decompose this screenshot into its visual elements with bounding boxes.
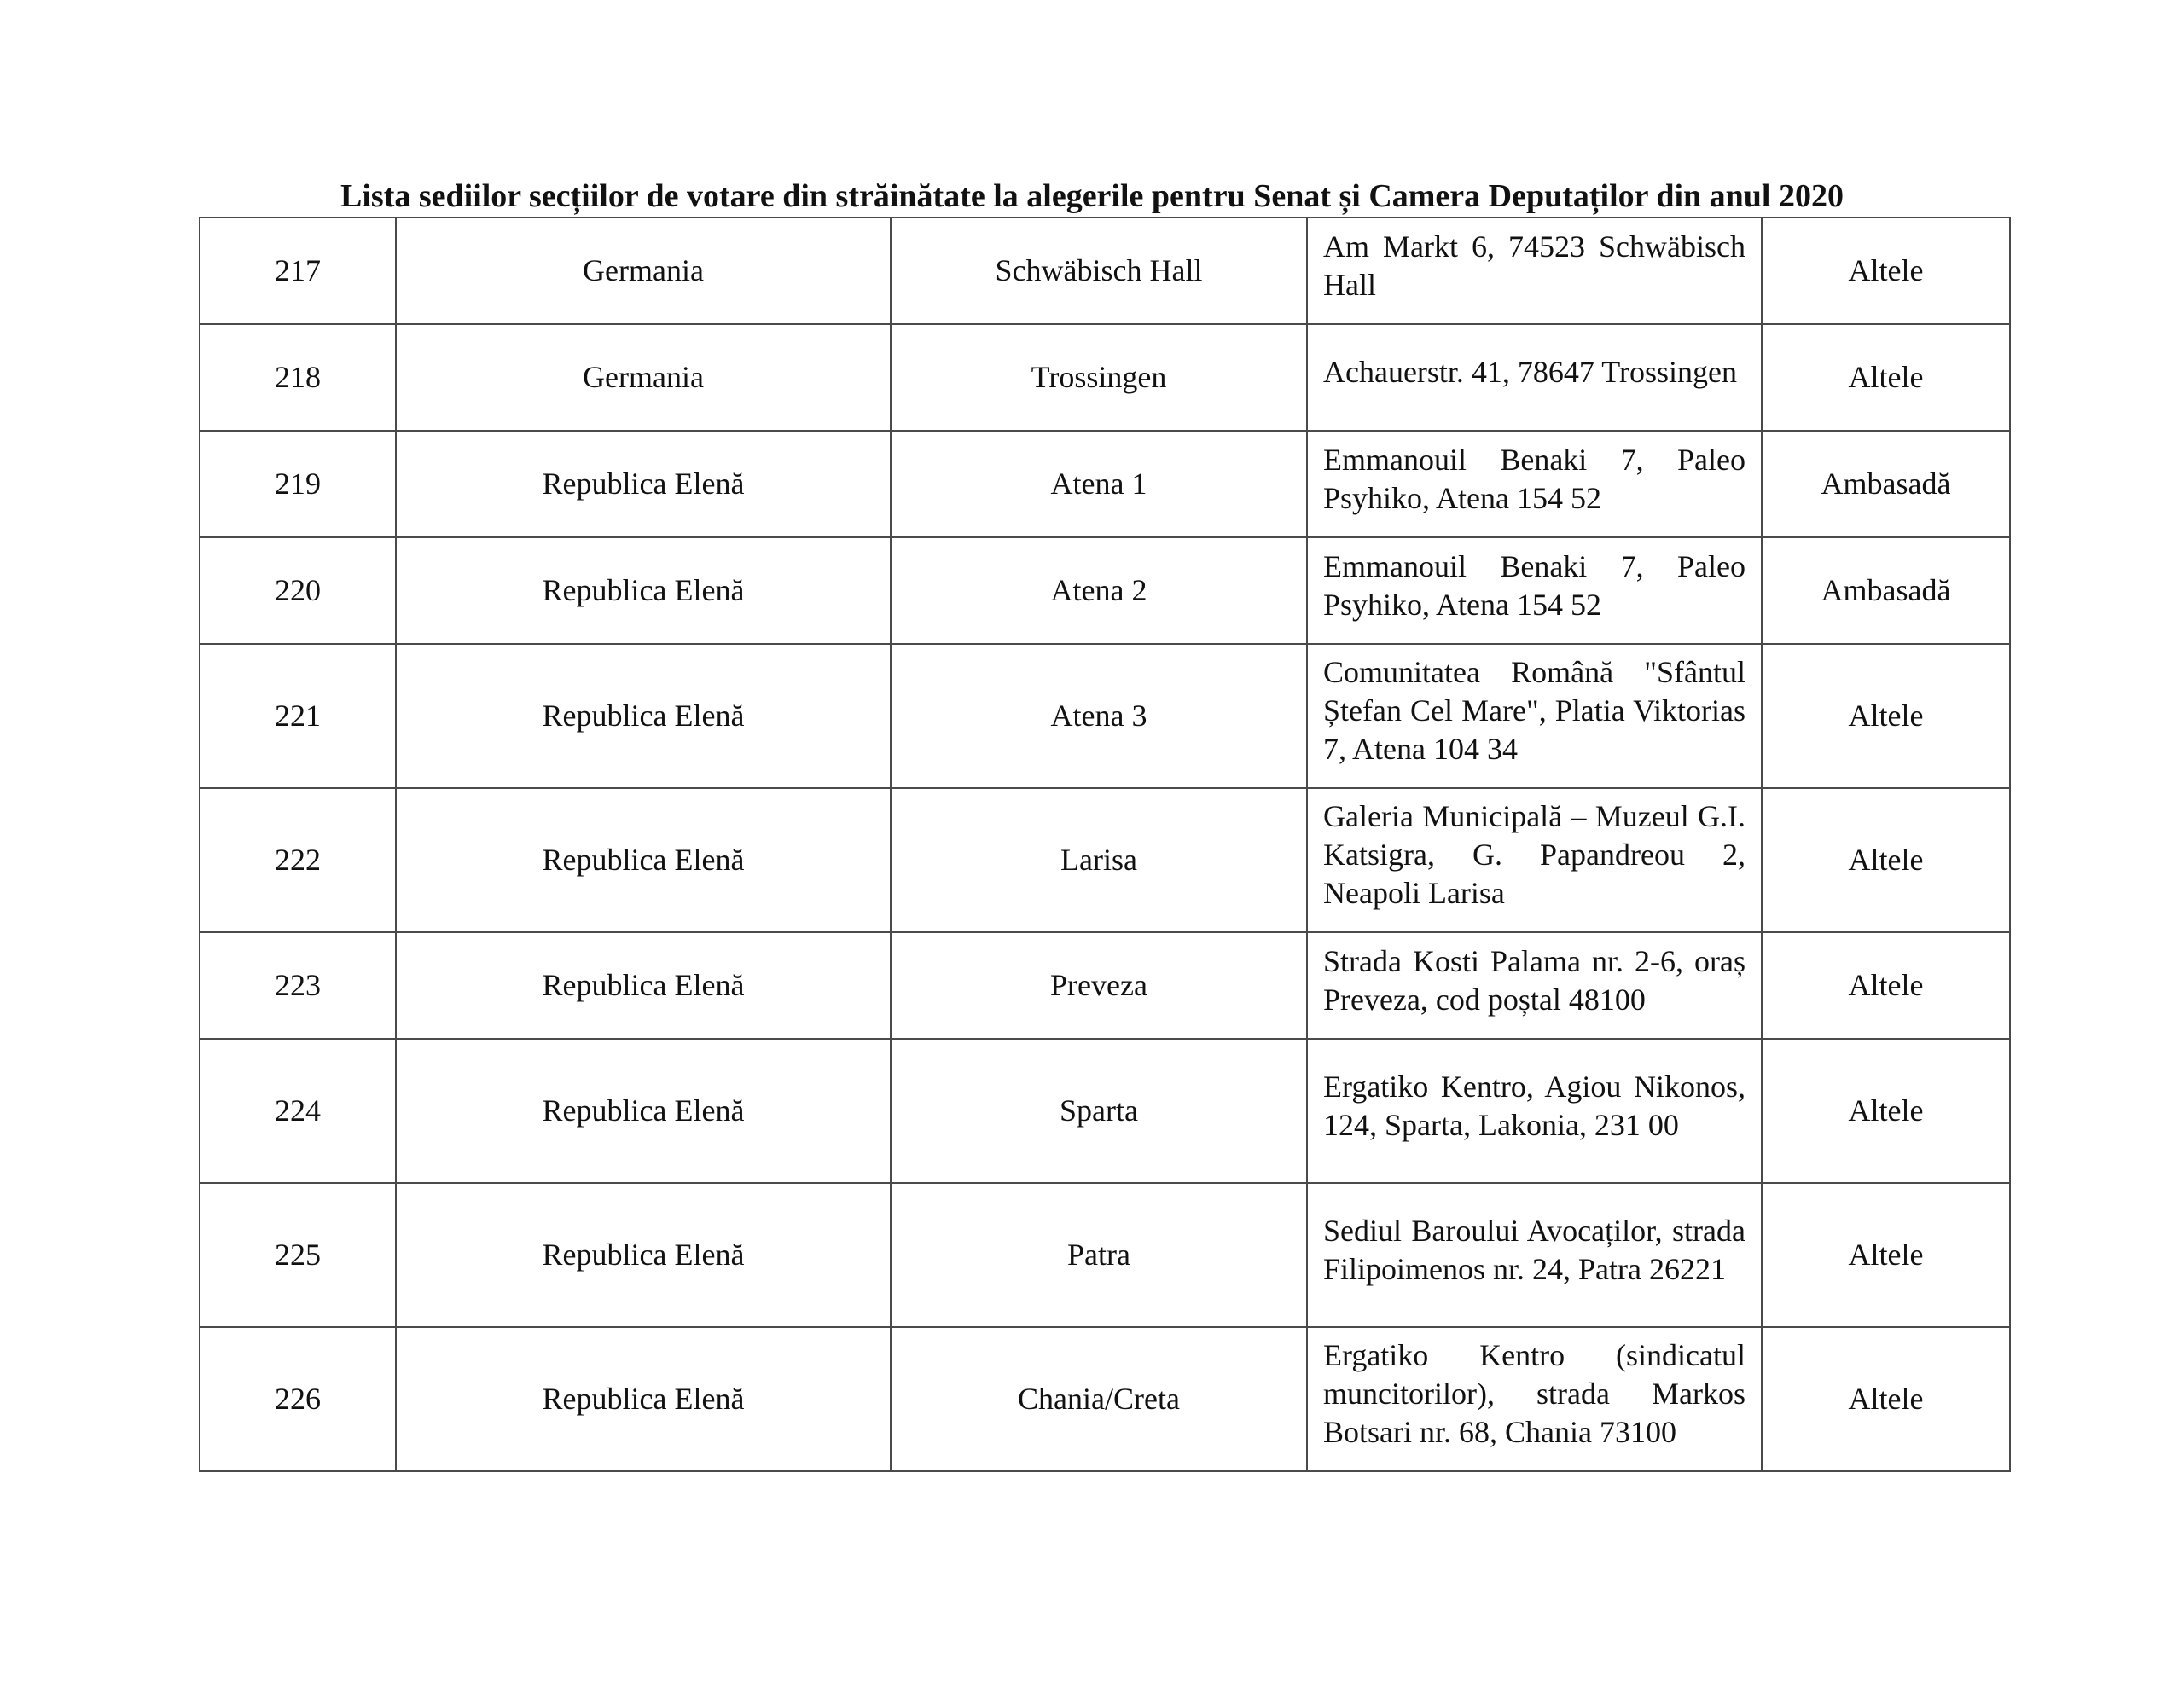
table-row	[200, 932, 2010, 1039]
type-cell: Altele	[1762, 644, 2010, 788]
table-row	[200, 644, 2010, 788]
type-cell: Altele	[1762, 1327, 2010, 1471]
type-cell: Ambasadă	[1762, 431, 2010, 537]
type-cell: Altele	[1762, 1039, 2010, 1183]
table-row	[200, 217, 2010, 324]
address-cell: Emmanouil Benaki 7, Paleo Psyhiko, Atena 154 52	[1307, 537, 1762, 644]
address-cell: Am Markt 6, 74523 Schwäbisch Hall	[1307, 217, 1762, 324]
address-cell: Emmanouil Benaki 7, Paleo Psyhiko, Atena 154 52	[1307, 431, 1762, 537]
table-row	[200, 431, 2010, 537]
table-row	[200, 324, 2010, 431]
country-cell: Republica Elenă	[396, 1183, 891, 1327]
country-cell: Germania	[396, 324, 891, 431]
table-row	[200, 1327, 2010, 1471]
station-number: 224	[200, 1039, 396, 1183]
station-number: 218	[200, 324, 396, 431]
table-row	[200, 788, 2010, 932]
country-cell: Republica Elenă	[396, 431, 891, 537]
table-row	[200, 1183, 2010, 1327]
station-number: 225	[200, 1183, 396, 1327]
table-row	[200, 1039, 2010, 1183]
country-cell: Republica Elenă	[396, 1327, 891, 1471]
country-cell: Republica Elenă	[396, 788, 891, 932]
address-cell: Galeria Municipală – Muzeul G.I. Katsigra, G. Papandreou 2, Neapoli Larisa	[1307, 788, 1762, 932]
station-number: 219	[200, 431, 396, 537]
locality-cell: Schwäbisch Hall	[891, 217, 1307, 324]
type-cell: Altele	[1762, 324, 2010, 431]
country-cell: Republica Elenă	[396, 537, 891, 644]
address-cell: Ergatiko Kentro (sindicatul muncitorilor), strada Markos Botsari nr. 68, Chania 73100	[1307, 1327, 1762, 1471]
address-cell: Comunitatea Română "Sfântul Ștefan Cel Mare", Platia Viktorias 7, Atena 104 34	[1307, 644, 1762, 788]
country-cell: Republica Elenă	[396, 932, 891, 1039]
station-number: 223	[200, 932, 396, 1039]
table-row	[200, 537, 2010, 644]
station-number: 220	[200, 537, 396, 644]
polling-stations-table	[199, 217, 2011, 1472]
country-cell: Republica Elenă	[396, 1039, 891, 1183]
country-cell: Germania	[396, 217, 891, 324]
locality-cell: Atena 1	[891, 431, 1307, 537]
type-cell: Altele	[1762, 932, 2010, 1039]
locality-cell: Atena 3	[891, 644, 1307, 788]
address-cell: Achauerstr. 41, 78647 Trossingen	[1307, 324, 1762, 431]
station-number: 221	[200, 644, 396, 788]
station-number: 217	[200, 217, 396, 324]
locality-cell: Patra	[891, 1183, 1307, 1327]
address-cell: Ergatiko Kentro, Agiou Nikonos, 124, Sparta, Lakonia, 231 00	[1307, 1039, 1762, 1183]
address-cell: Sediul Baroului Avocaților, strada Filipoimenos nr. 24, Patra 26221	[1307, 1183, 1762, 1327]
locality-cell: Trossingen	[891, 324, 1307, 431]
locality-cell: Atena 2	[891, 537, 1307, 644]
station-number: 226	[200, 1327, 396, 1471]
type-cell: Altele	[1762, 788, 2010, 932]
type-cell: Ambasadă	[1762, 537, 2010, 644]
country-cell: Republica Elenă	[396, 644, 891, 788]
locality-cell: Sparta	[891, 1039, 1307, 1183]
document-title: Lista sediilor secțiilor de votare din străinătate la alegerile pentru Senat și Camera Deputaților din anul 2020	[340, 178, 1844, 214]
locality-cell: Larisa	[891, 788, 1307, 932]
address-cell: Strada Kosti Palama nr. 2-6, oraș Preveza, cod poștal 48100	[1307, 932, 1762, 1039]
station-number: 222	[200, 788, 396, 932]
locality-cell: Preveza	[891, 932, 1307, 1039]
locality-cell: Chania/Creta	[891, 1327, 1307, 1471]
type-cell: Altele	[1762, 1183, 2010, 1327]
type-cell: Altele	[1762, 217, 2010, 324]
